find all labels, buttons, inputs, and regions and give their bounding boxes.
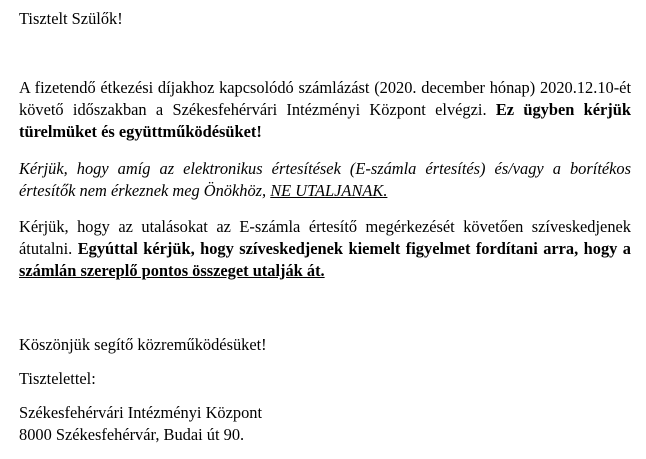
attention-request: Egyúttal kérjük, hogy szíveskedjenek kiemelt figyelmet fordítani arra, hogy a xyxy=(77,239,631,258)
billing-notice-text: A fizetendő étkezési díjakhoz kapcsolódó számlázást (2020. december hónap) 2020.12.10-ét követő időszakban a Székesfehérvári Intézményi Központ elvégzi. xyxy=(19,78,631,119)
patience-request: Ez ügyben kérjük türelmüket és együttműködésüket! xyxy=(19,100,631,141)
paragraph-transfer-instructions xyxy=(19,216,631,282)
signature-address: 8000 Székesfehérvár, Budai út 90. xyxy=(19,425,245,444)
transfer-instruction-text: Kérjük, hogy az utalásokat az E-számla értesítő megérkezését követően szíveskedjenek átutalni. xyxy=(19,217,631,258)
paragraph-do-not-transfer xyxy=(19,158,631,202)
paragraph-billing-notice xyxy=(19,77,631,143)
notification-wait-text: Kérjük, hogy amíg az elektronikus értesítések (E-számla értesítés) és/vagy a borítékos értesítők nem érkeznek meg Önökhöz, xyxy=(19,159,631,200)
greeting: Tisztelt Szülők! xyxy=(19,9,123,28)
signature-organization: Székesfehérvári Intézményi Központ xyxy=(19,403,263,422)
exact-amount-warning: számlán szereplő pontos összeget utalják át. xyxy=(19,261,325,280)
do-not-transfer-warning: NE UTALJANAK. xyxy=(270,181,388,200)
closing-line: Tisztelettel: xyxy=(19,369,96,388)
thanks-line: Köszönjük segítő közreműködésüket! xyxy=(19,335,267,354)
